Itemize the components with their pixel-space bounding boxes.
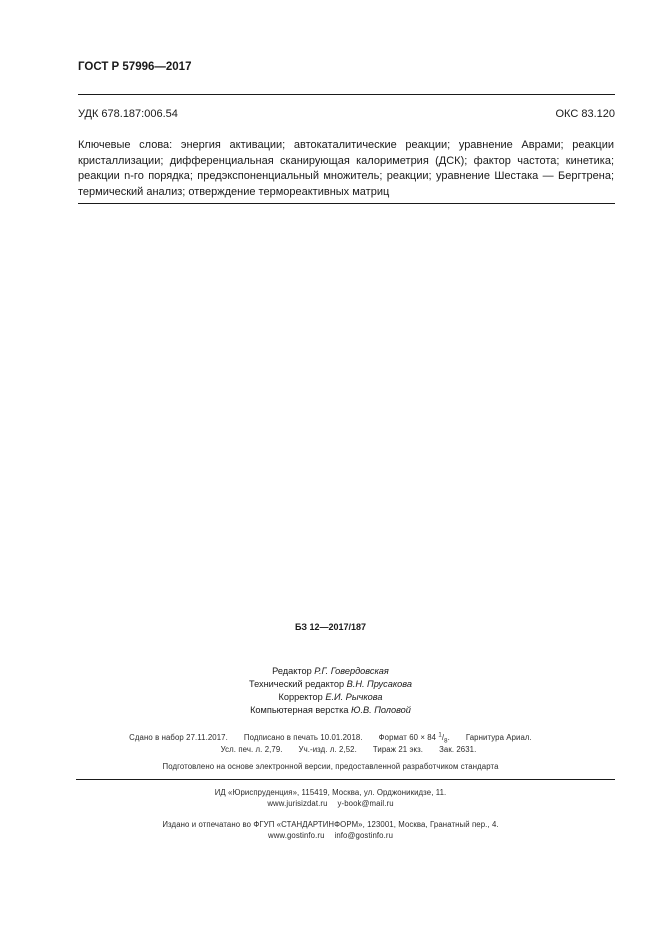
print-info-line-1 (0, 732, 661, 745)
credit-editor (0, 665, 661, 678)
publisher-sheets: Уч.-изд. л. 2,52. (298, 745, 357, 754)
credit-role: Редактор (272, 666, 312, 676)
imprint-divider (76, 779, 615, 780)
credit-corrector (0, 691, 661, 704)
udk-code: УДК 678.187:006.54 (78, 108, 178, 120)
keywords-divider (78, 203, 615, 204)
prepared-note: Подготовлено на основе электронной версии, предоставленной разработчиком стандарта (162, 762, 499, 771)
credit-role: Корректор (278, 692, 323, 702)
credit-role: Технический редактор (249, 679, 345, 689)
bz-number: БЗ 12—2017/187 (294, 622, 367, 632)
credit-name: Е.И. Рычкова (325, 692, 383, 702)
publisher1-email-link[interactable]: y-book@mail.ru (337, 799, 394, 808)
credit-layout (0, 704, 661, 717)
order-number: Зак. 2631. (439, 745, 477, 754)
publisher1-contacts (0, 799, 661, 808)
print-info-line-2 (0, 745, 661, 754)
credit-role: Компьютерная верстка (250, 705, 349, 715)
oks-code: ОКС 83.120 (555, 108, 615, 120)
signed-date: Подписано в печать 10.01.2018. (243, 733, 363, 742)
credit-name: В.Н. Прусакова (346, 679, 412, 689)
credit-name: Ю.В. Половой (351, 705, 411, 715)
publisher1-address: ИД «Юриспруденция», 115419, Москва, ул. Орджоникидзе, 11. (214, 788, 447, 797)
publisher2-address: Издано и отпечатано во ФГУП «СТАНДАРТИНФОРМ», 123001, Москва, Гранатный пер., 4. (162, 820, 499, 829)
credit-tech-editor (0, 678, 661, 691)
publisher2-website-link[interactable]: www.gostinfo.ru (267, 831, 325, 840)
publisher1-website-link[interactable]: www.jurisizdat.ru (267, 799, 328, 808)
publisher2-contacts (0, 831, 661, 840)
keywords-paragraph: Ключевые слова: энергия активации; автокаталитические реакции; уравнение Аврами; реакции кристаллизации; дифференциальная сканирующая калориметрия (ДСК); фактор частота; кинетика; реакции n-го порядка; предэкспоненциальный множитель; реакции; уравнение Шестака — Бергтрена; термический анализ; отверждение термореактивных матриц (78, 139, 614, 198)
credit-name: Р.Г. Говердовская (314, 666, 389, 676)
header-divider (78, 94, 615, 95)
typeface: Гарнитура Ариал. (465, 733, 532, 742)
circulation: Тираж 21 экз. (372, 745, 424, 754)
standard-code: ГОСТ Р 57996—2017 (78, 61, 192, 73)
submitted-date: Сдано в набор 27.11.2017. (129, 733, 228, 742)
format: Формат 60 × 84 $^1/_8$. (378, 732, 450, 745)
publisher2-email-link[interactable]: info@gostinfo.ru (334, 831, 394, 840)
print-sheets: Усл. печ. л. 2,79. (220, 745, 283, 754)
